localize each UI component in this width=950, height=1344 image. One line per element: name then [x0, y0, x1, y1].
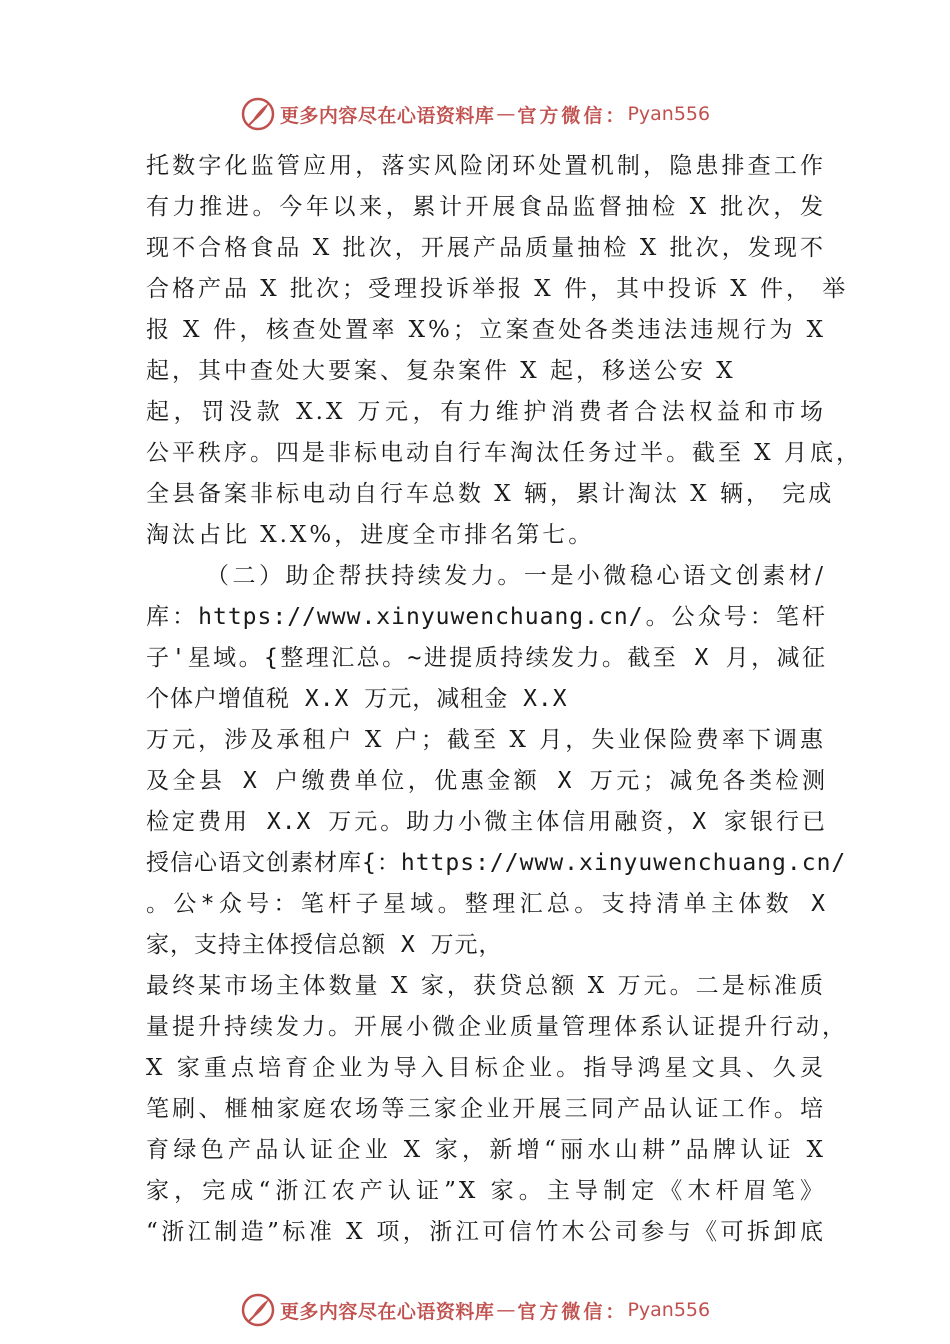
text-line: 报 X 件，核查处置率 X%；立案查处各类违法违规行为 X [146, 317, 826, 343]
text-line: 公平秩序。四是非标电动自行车淘汰任务过半。截至 X 月底， [146, 440, 862, 466]
text-line: 授信心语文创素材库{：https://www.xinyuwenchuang.cn/ [146, 850, 847, 876]
text-line: 量提升持续发力。开展小微企业质量管理体系认证提升行动， [146, 1014, 848, 1040]
text-line: 检定费用 X.X 万元。助力小微主体信用融资，X 家银行已 [146, 809, 826, 835]
text-line: 及全县 X 户缴费单位，优惠金额 X 万元；减免各类检测 [146, 768, 826, 794]
footer-brand: 更多内容尽在心语资料库 [279, 1300, 495, 1323]
quill-logo-icon [240, 1292, 276, 1328]
text-line: 笔刷、榧柚家庭农场等三家企业开展三同产品认证工作。培 [146, 1096, 826, 1122]
text-line: 。公*众号：笔杆子星域。整理汇总。支持清单主体数 X [146, 891, 826, 917]
text-line: “浙江制造”标准 X 项，浙江可信竹木公司参与《可拆卸底 [146, 1219, 826, 1245]
quill-logo-icon [240, 96, 276, 132]
paragraph-heading: （二）助企帮扶持续发力。一是小微稳心语文创素材/ [206, 563, 826, 589]
header-wechat-id: Pyan556 [627, 103, 711, 125]
header-wechat-label: 官方微信： [517, 104, 628, 127]
text-line: 最终某市场主体数量 X 家，获贷总额 X 万元。二是标准质 [146, 973, 826, 999]
footer-banner [0, 1290, 950, 1330]
text-line: 合格产品 X 批次；受理投诉举报 X 件，其中投诉 X 件， 举 [146, 276, 849, 302]
text-line: 个体户增值税 X.X 万元，减租金 X.X [146, 686, 568, 712]
text-line: X 家重点培育企业为导入目标企业。指导鸿星文具、久灵 [146, 1055, 826, 1081]
text-line: 全县备案非标电动自行车总数 X 辆，累计淘汰 X 辆， 完成 [146, 481, 835, 507]
text-line: 托数字化监管应用，落实风险闭环处置机制，隐患排查工作 [146, 153, 826, 179]
text-line: 起，罚没款 X.X 万元，有力维护消费者合法权益和市场 [146, 399, 826, 425]
footer-separator: — [496, 1299, 516, 1321]
text-line: 家，完成“浙江农产认证”X 家。主导制定《木杆眉笔》 [146, 1178, 826, 1204]
header-separator: — [496, 103, 516, 125]
text-line: 现不合格食品 X 批次，开展产品质量抽检 X 批次，发现不 [146, 235, 826, 261]
text-line: 家，支持主体授信总额 X 万元， [146, 932, 503, 958]
text-line: 育绿色产品认证企业 X 家，新增“丽水山耕”品牌认证 X [146, 1137, 826, 1163]
document-body [146, 146, 862, 1253]
text-line: 起，其中查处大要案、复杂案件 X 起，移送公安 X [146, 358, 736, 384]
header-brand: 更多内容尽在心语资料库 [279, 104, 495, 127]
text-line: 淘汰占比 X.X%，进度全市排名第七。 [146, 522, 595, 548]
header-banner [0, 94, 950, 134]
text-line: 子'星域。{整理汇总。~进提质持续发力。截至 X 月，减征 [146, 645, 826, 671]
text-line: 有力推进。今年以来，累计开展食品监督抽检 X 批次，发 [146, 194, 826, 220]
text-line: 万元，涉及承租户 X 户；截至 X 月，失业保险费率下调惠 [146, 727, 826, 753]
footer-wechat-label: 官方微信： [517, 1300, 628, 1323]
footer-wechat-id: Pyan556 [627, 1299, 711, 1321]
text-line: 库：https://www.xinyuwenchuang.cn/。公众号：笔杆 [146, 604, 826, 630]
